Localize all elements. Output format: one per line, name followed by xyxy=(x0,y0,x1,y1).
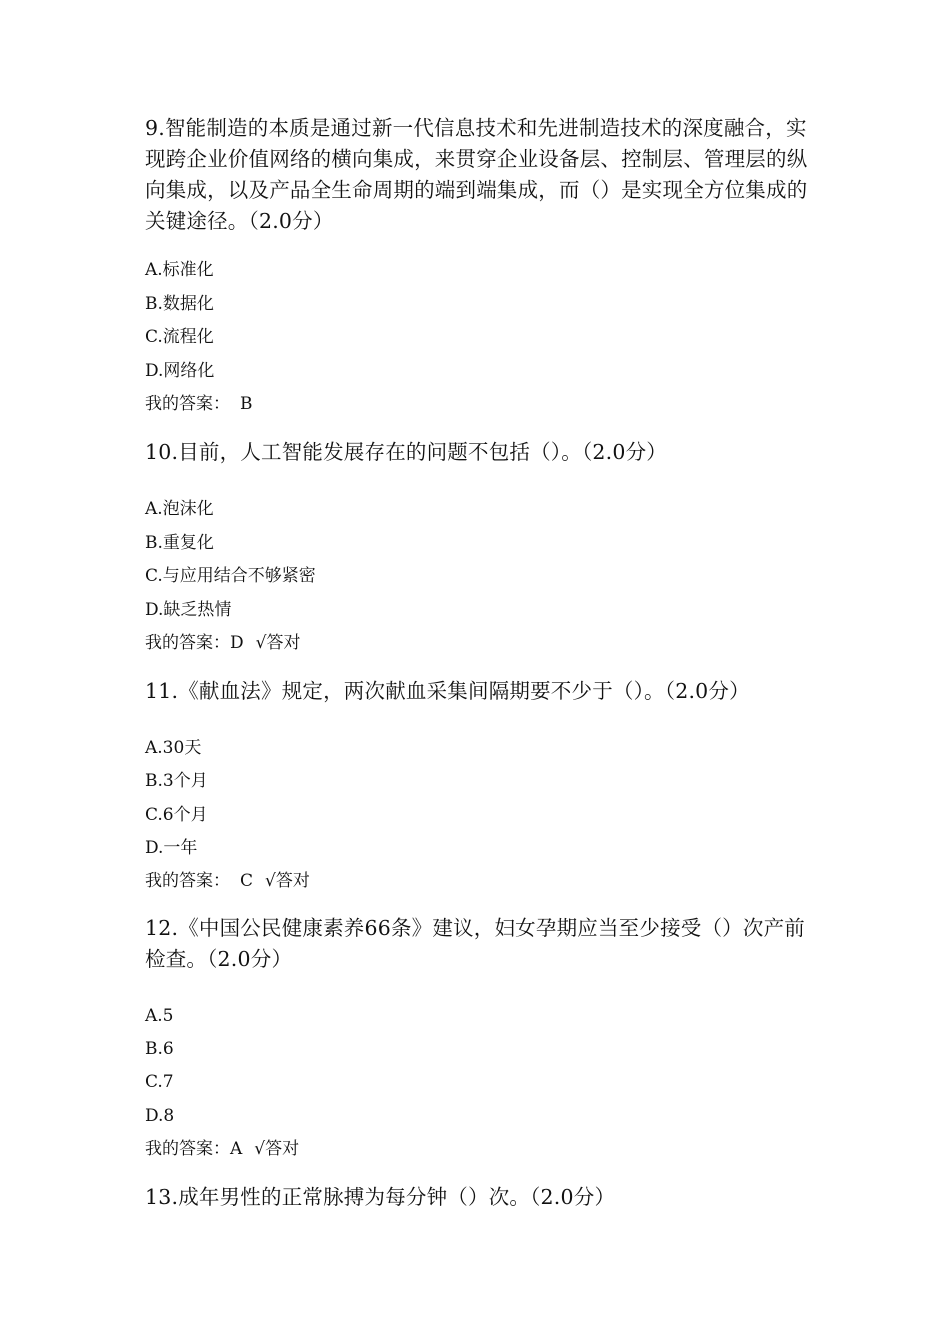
option-b: B.3个月 xyxy=(145,771,208,791)
my-answer xyxy=(145,1138,299,1160)
question-13 xyxy=(145,1182,810,1213)
option-d: D.缺乏热情 xyxy=(145,600,232,620)
option-a: A.5 xyxy=(145,1006,174,1026)
answer-value: A xyxy=(230,1139,243,1159)
result-correct: √答对 xyxy=(255,633,301,653)
answer-value: B xyxy=(240,394,253,414)
question-11 xyxy=(145,676,810,707)
answer-value: C xyxy=(240,871,254,891)
answer-label: 我的答案： xyxy=(145,394,230,414)
result-correct: √答对 xyxy=(265,871,310,891)
option-c: C.6个月 xyxy=(145,805,208,825)
question-text: 10.目前，人工智能发展存在的问题不包括（）。（2.0分） xyxy=(145,440,668,464)
option-d: D.8 xyxy=(145,1106,175,1126)
option-a: A.30天 xyxy=(145,738,202,758)
question-12 xyxy=(145,913,810,975)
option-a: A.标准化 xyxy=(145,260,214,280)
my-answer xyxy=(145,870,310,892)
question-9 xyxy=(145,113,810,237)
question-text: 12.《中国公民健康素养66条》建议，妇女孕期应当至少接受（）次产前检查。（2.0分） xyxy=(145,916,805,971)
option-d: D.网络化 xyxy=(145,361,215,381)
option-a: A.泡沫化 xyxy=(145,499,214,519)
option-b: B.数据化 xyxy=(145,294,214,314)
option-c: C.与应用结合不够紧密 xyxy=(145,566,316,586)
question-text: 13.成年男性的正常脉搏为每分钟（）次。（2.0分） xyxy=(145,1185,616,1209)
answer-label: 我的答案： xyxy=(145,1139,230,1159)
my-answer xyxy=(145,393,253,415)
result-correct: √答对 xyxy=(254,1139,300,1159)
question-text: 11.《献血法》规定，两次献血采集间隔期要不少于（）。（2.0分） xyxy=(145,679,750,703)
option-d: D.一年 xyxy=(145,838,198,858)
answer-label: 我的答案： xyxy=(145,633,230,653)
option-c: C.7 xyxy=(145,1072,174,1092)
option-b: B.重复化 xyxy=(145,533,214,553)
answer-label: 我的答案： xyxy=(145,871,230,891)
question-text: 9.智能制造的本质是通过新一代信息技术和先进制造技术的深度融合，实现跨企业价值网络的横向集成，来贯穿企业设备层、控制层、管理层的纵向集成，以及产品全生命周期的端到端集成，而（）是实现全方位集成的关键途径。（2.0分） xyxy=(145,116,808,233)
question-10 xyxy=(145,437,810,468)
option-c: C.流程化 xyxy=(145,327,214,347)
answer-value: D xyxy=(230,633,244,653)
my-answer xyxy=(145,632,300,654)
option-b: B.6 xyxy=(145,1039,174,1059)
